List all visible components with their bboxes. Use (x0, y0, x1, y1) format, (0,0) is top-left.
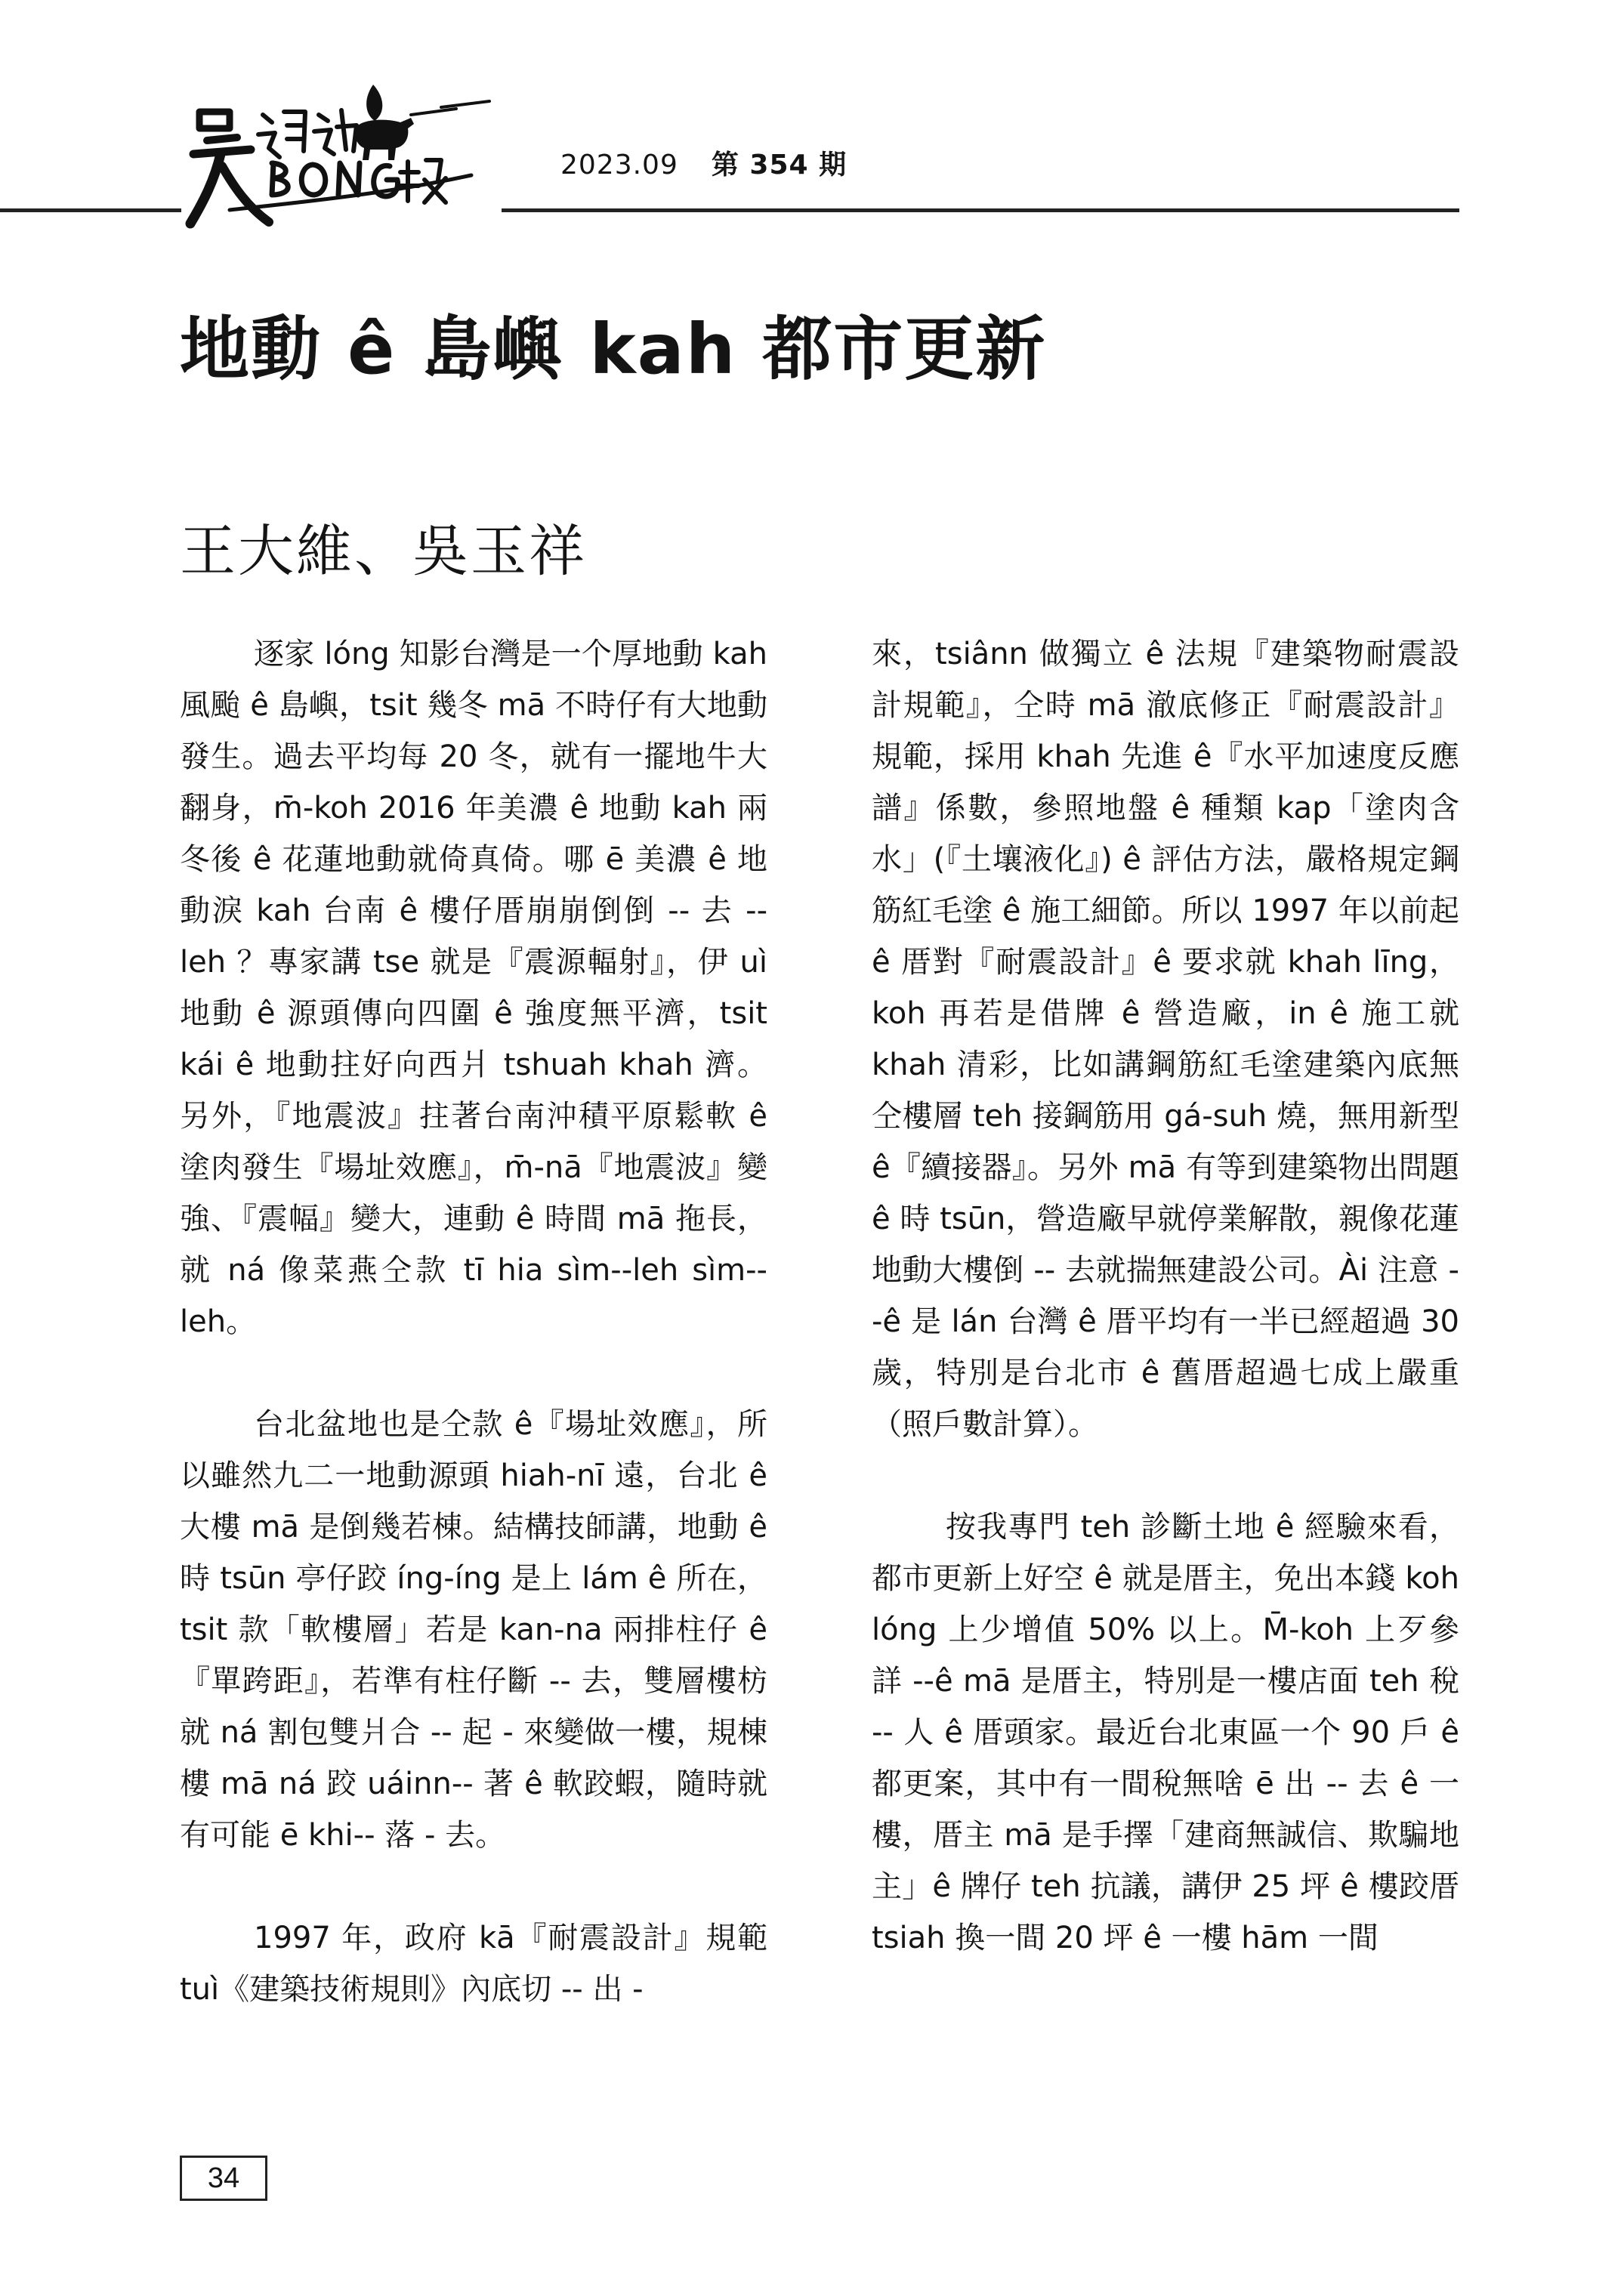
article-authors: 王大維、吳玉祥 (180, 519, 587, 584)
article-title: 地動 ê 島嶼 kah 都市更新 (180, 309, 1047, 390)
issue-info (560, 144, 847, 182)
header-rule-right (502, 208, 1459, 212)
paragraph: 來，tsiânn 做獨立 ê 法規『建築物耐震設計規範』，仝時 mā 澈底修正『耐震設計』規範，採用 khah 先進 ê『水平加速度反應譜』係數，參照地盤 ê 種類 kap「塗肉含水」(『土壤液化』) ê 評估方法，嚴格規定鋼筋紅毛塗 ê 施工細節。所以 1997 年以前起 ê 厝對『耐震設計』ê 要求就 khah līng，koh 再若是借牌 ê 營造廠，in ê 施工就 khah 清彩，比如講鋼筋紅毛塗建築內底無仝樓層 teh 接鋼筋用 gá-suh 燒，無用新型 ê『續接器』。另外 mā 有等到建築物出問題 ê 時 tsūn，營造廠早就停業解散，親像花蓮地動大樓倒 -- 去就揣無建設公司。Ài 注意 --ê 是 lán 台灣 ê 厝平均有一半已經超過 30 歲，特別是台北市 ê 舊厝超過七成上嚴重（照戶數計算）。 (872, 637, 1459, 1442)
article-column-right (872, 628, 1459, 2015)
page-number: 34 (180, 2156, 267, 2201)
paragraph: 逐家 lóng 知影台灣是一个厚地動 kah 風颱 ê 島嶼，tsit 幾冬 mā 不時仔有大地動發生。過去平均每 20 冬，就有一擺地牛大翻身，m̄-koh 2016 年美濃 ê 地動 kah 兩冬後 ê 花蓮地動就倚真倚。哪 ē 美濃 ê 地動淚 kah 台南 ê 樓仔厝崩崩倒倒 -- 去 --leh ？專家講 tse 就是『震源輻射』，伊 uì 地動 ê 源頭傳向四圍 ê 強度無平濟，tsit kái ê 地動拄好向西爿 tshuah khah 濟。另外，『地震波』拄著台南沖積平原鬆軟 ê 塗肉發生『場址效應』，m̄-nā『地震波』變強、『震幅』變大，連動 ê 時間 mā 拖長，就 ná 像菜燕仝款 tī hia sìm--leh sìm--leh。 (180, 637, 767, 1339)
issue-date: 2023.09 (560, 150, 678, 181)
masthead-logo (184, 82, 494, 233)
paragraph: 按我專門 teh 診斷土地 ê 經驗來看，都市更新上好空 ê 就是厝主，免出本錢 koh lóng 上少增值 50% 以上。M̄-koh 上歹參詳 --ê mā 是厝主，特別是一樓店面 teh 稅 -- 人 ê 厝頭家。最近台北東區一个 90 戶 ê 都更案，其中有一間稅無啥 ē 出 -- 去 ê 一樓，厝主 mā 是手擇「建商無誠信、欺騙地主」ê 牌仔 teh 抗議，講伊 25 坪 ê 樓跤厝 tsiah 換一間 20 坪 ê 一樓 hām 一間 (872, 1510, 1459, 1955)
paragraph: 1997 年，政府 kā『耐震設計』規範 tuì《建築技術規則》內底切 -- 出 - (180, 1921, 767, 2007)
paragraph: 台北盆地也是仝款 ê『場址效應』，所以雖然九二一地動源頭 hiah-nī 遠，台北 ê 大樓 mā 是倒幾若棟。結構技師講，地動 ê 時 tsūn 亭仔跤 íng-íng 是上 lám ê 所在，tsit 款「軟樓層」若是 kan-na 兩排柱仔 ê『單跨距』，若準有柱仔斷 -- 去，雙層樓枋就 ná 割包雙爿合 -- 起 - 來變做一樓，規棟樓 mā ná 跤 uáinn-- 著 ê 軟跤蝦，隨時就有可能 ē khi-- 落 - 去。 (180, 1407, 767, 1853)
article-column-left (180, 628, 767, 2066)
header-rule-left (0, 208, 181, 212)
issue-number: 第 354 期 (711, 150, 848, 181)
